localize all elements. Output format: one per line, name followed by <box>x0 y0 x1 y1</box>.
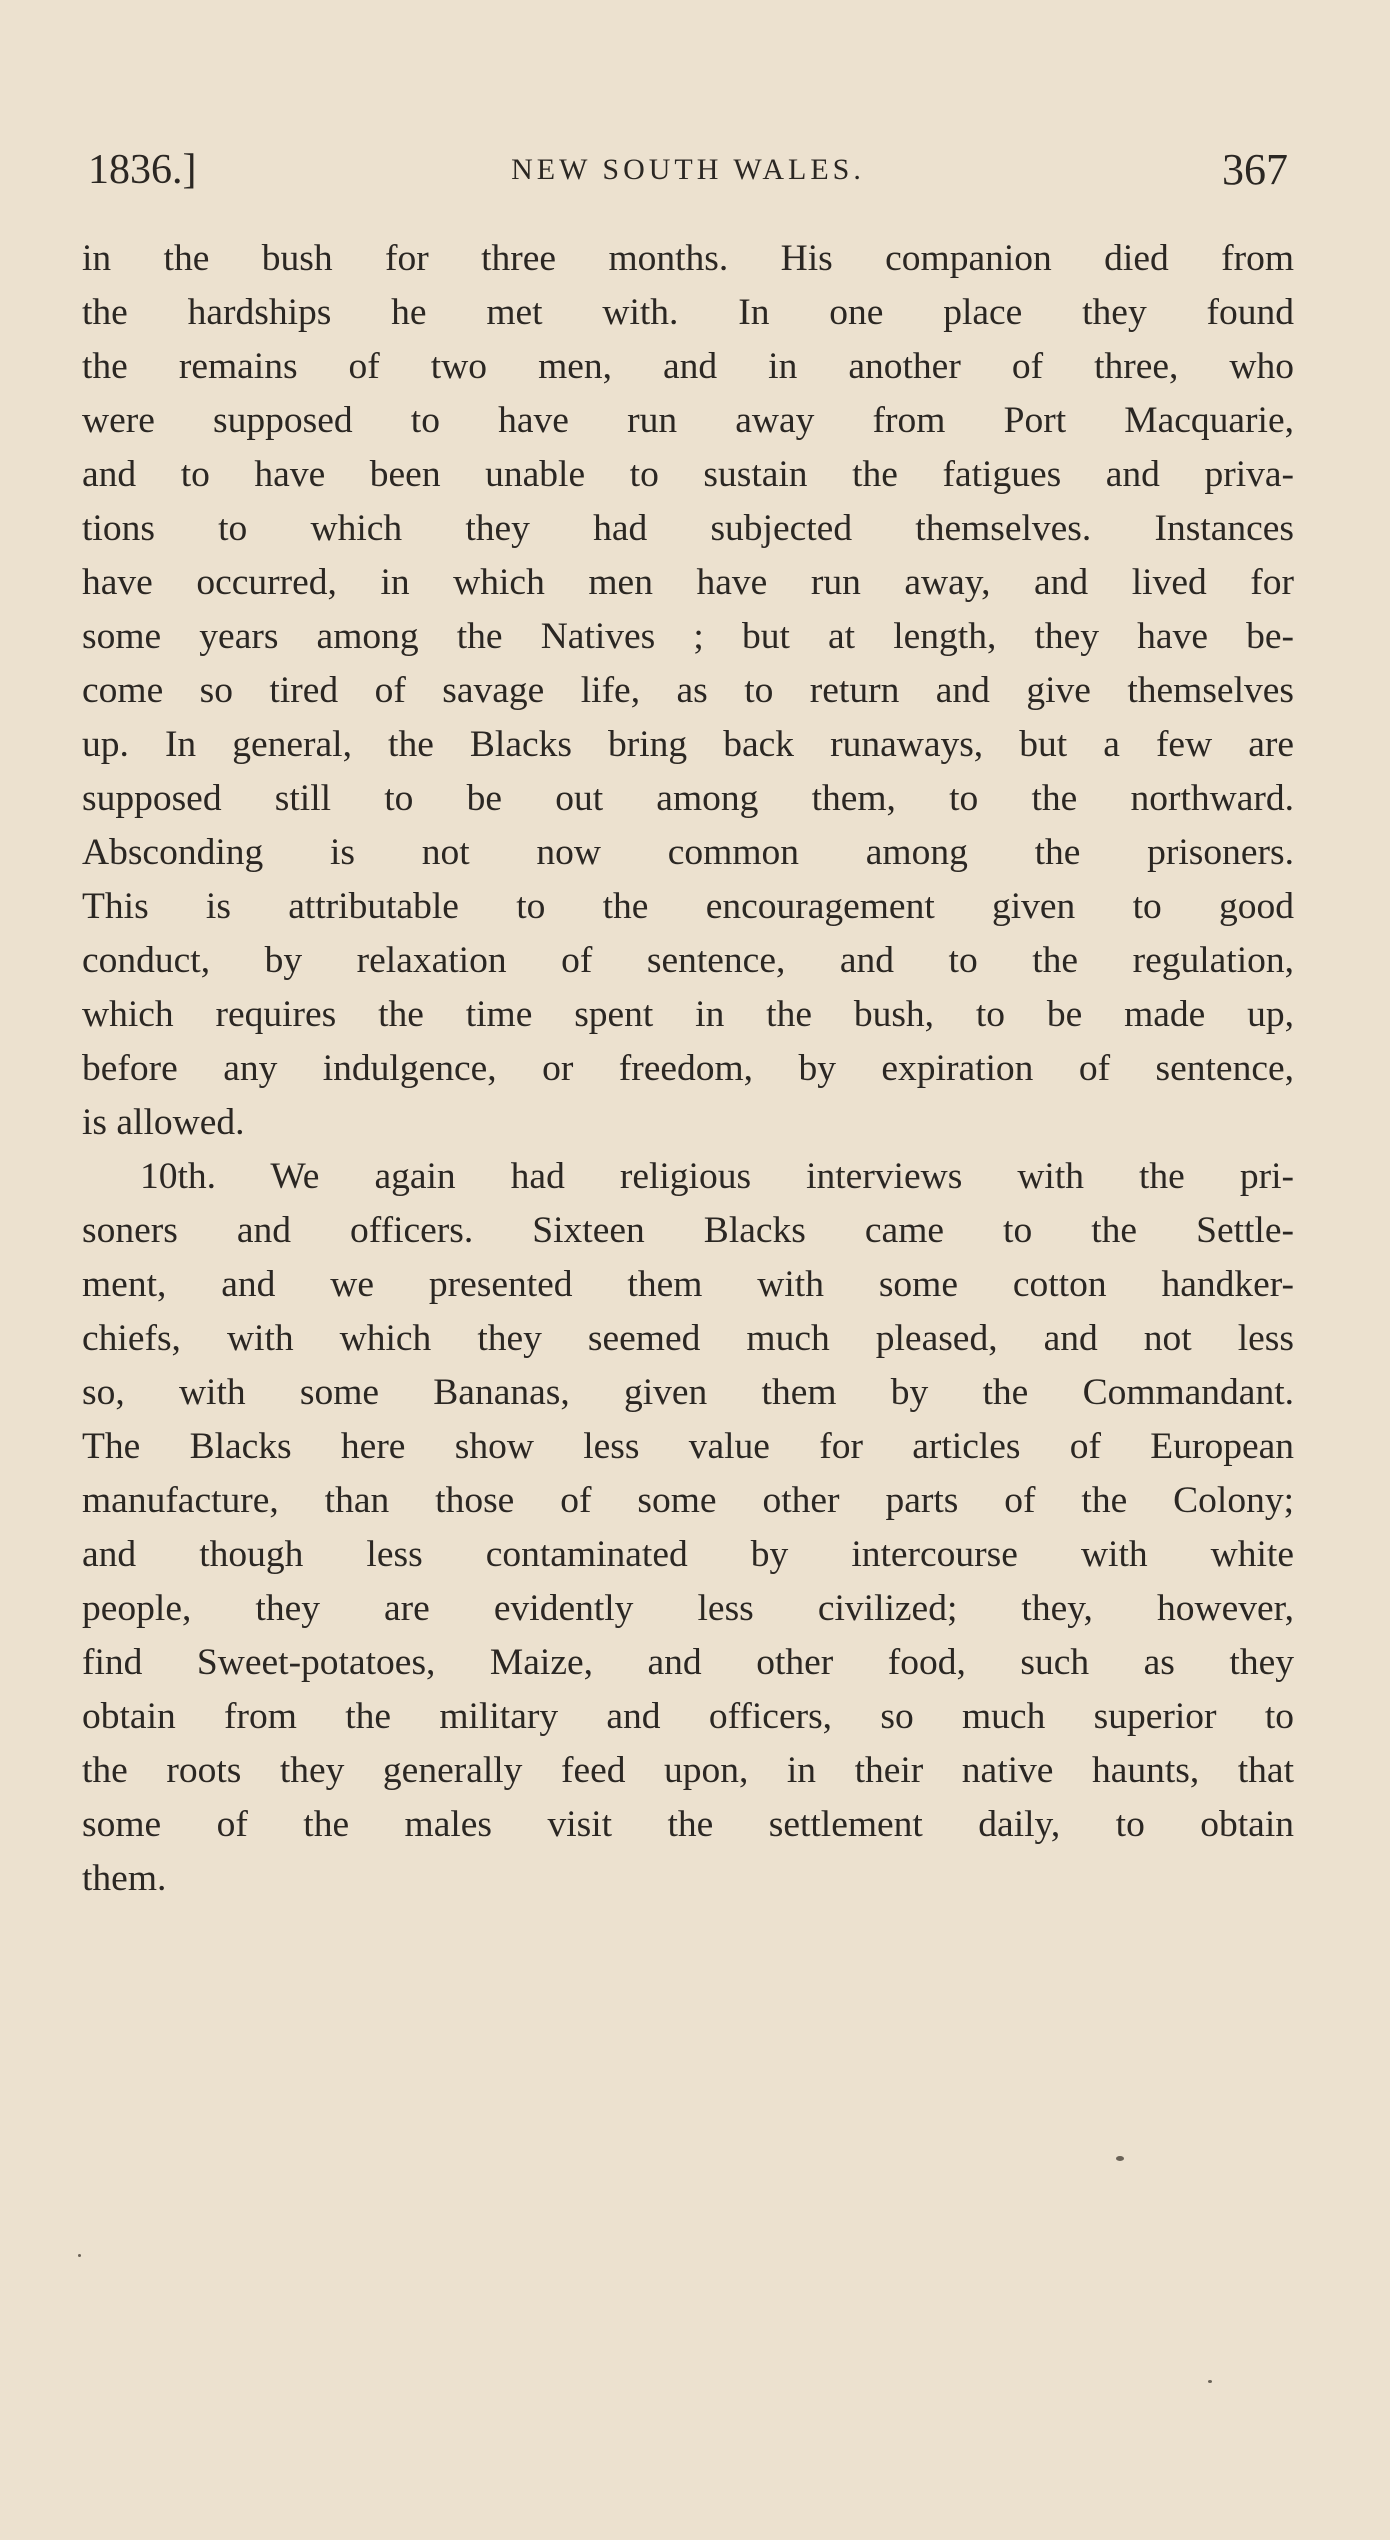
text-line: tions to which they had subjected themselves. Instances <box>82 508 1294 549</box>
text-line: manufacture, than those of some other parts of the Colony; <box>82 1480 1294 1521</box>
text-line: have occurred, in which men have run away, and lived for <box>82 562 1294 603</box>
paper-speck <box>1208 2380 1212 2383</box>
text-line: the roots they generally feed upon, in their native haunts, that <box>82 1750 1294 1791</box>
paragraph-end-line: is allowed. <box>82 1102 245 1143</box>
text-line: Absconding is not now common among the prisoners. <box>82 832 1294 873</box>
paragraph-end-line: them. <box>82 1858 167 1899</box>
text-line: were supposed to have run away from Port Macquarie, <box>82 400 1294 441</box>
text-line: the hardships he met with. In one place they found <box>82 292 1294 333</box>
running-title: NEW SOUTH WALES. <box>511 153 865 186</box>
text-line: the remains of two men, and in another of three, who <box>82 346 1294 387</box>
text-line: some years among the Natives ; but at length, they have be- <box>82 616 1294 657</box>
paragraph-start-line: 10th. We again had religious interviews with the pri- <box>140 1156 1294 1197</box>
text-line: ment, and we presented them with some cotton handker- <box>82 1264 1294 1305</box>
paper-speck <box>78 2254 81 2257</box>
text-line: in the bush for three months. His companion died from <box>82 238 1294 279</box>
text-line: obtain from the military and officers, so much superior to <box>82 1696 1294 1737</box>
text-line: and though less contaminated by intercourse with white <box>82 1534 1294 1575</box>
header-year: 1836.] <box>88 147 197 193</box>
text-line: conduct, by relaxation of sentence, and to the regulation, <box>82 940 1294 981</box>
text-line: supposed still to be out among them, to the northward. <box>82 778 1294 819</box>
text-line: so, with some Bananas, given them by the Commandant. <box>82 1372 1294 1413</box>
text-line: up. In general, the Blacks bring back runaways, but a few are <box>82 724 1294 765</box>
text-line: people, they are evidently less civilized; they, however, <box>82 1588 1294 1629</box>
text-line: which requires the time spent in the bush, to be made up, <box>82 994 1294 1035</box>
text-line: This is attributable to the encouragement given to good <box>82 886 1294 927</box>
text-line: and to have been unable to sustain the fatigues and priva- <box>82 454 1294 495</box>
text-line: The Blacks here show less value for articles of European <box>82 1426 1294 1467</box>
paper-speck <box>1116 2156 1124 2161</box>
text-line: soners and officers. Sixteen Blacks came to the Settle- <box>82 1210 1294 1251</box>
text-line: some of the males visit the settlement daily, to obtain <box>82 1804 1294 1845</box>
text-line: before any indulgence, or freedom, by expiration of sentence, <box>82 1048 1294 1089</box>
body-text <box>82 232 1294 1906</box>
text-line: chiefs, with which they seemed much pleased, and not less <box>82 1318 1294 1359</box>
text-line: come so tired of savage life, as to return and give themselves <box>82 670 1294 711</box>
page-header <box>88 140 1288 200</box>
text-line: find Sweet-potatoes, Maize, and other food, such as they <box>82 1642 1294 1683</box>
page-number: 367 <box>1222 145 1288 194</box>
